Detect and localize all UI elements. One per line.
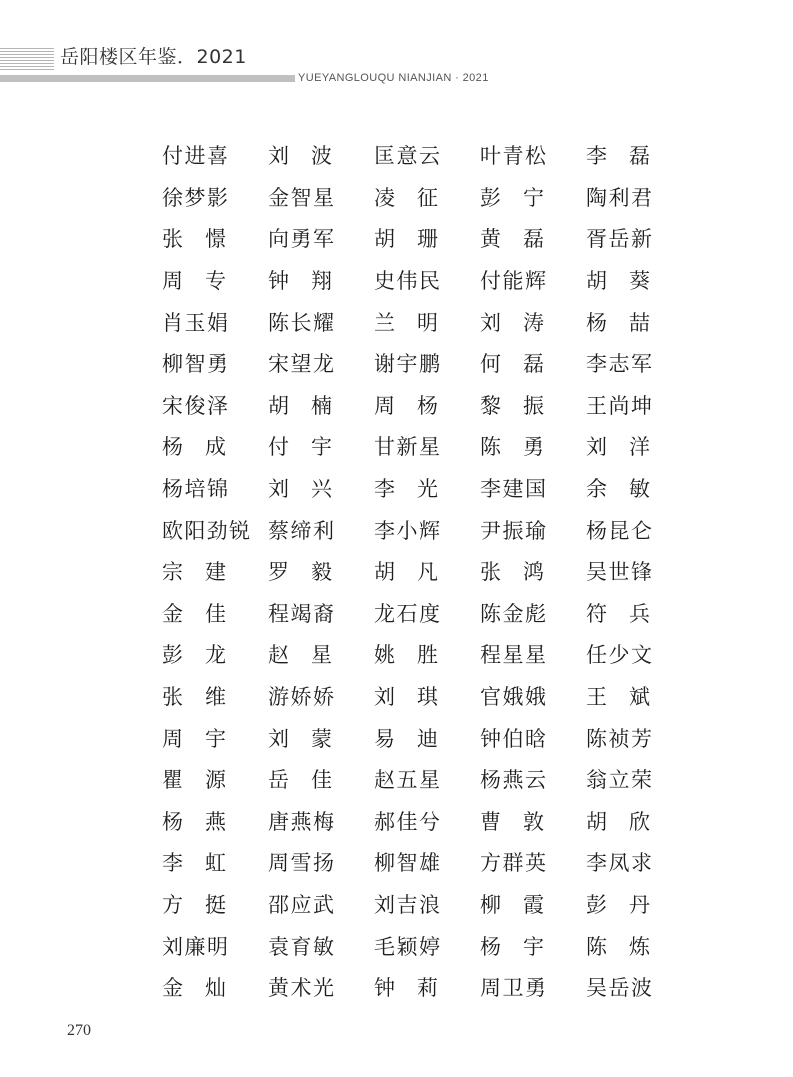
- person-name: 刘 蒙: [268, 726, 332, 751]
- name-cell: [162, 261, 268, 303]
- name-cell: [480, 760, 586, 802]
- person-name: 陈 勇: [480, 435, 544, 460]
- name-cell: [162, 594, 268, 636]
- person-name: 瞿 源: [162, 768, 226, 793]
- name-cell: [586, 760, 672, 802]
- name-cell: [480, 802, 586, 844]
- name-cell: [162, 510, 268, 552]
- person-name: 杨 燕 云: [480, 768, 546, 793]
- person-name: 陈 炼: [586, 934, 650, 959]
- name-cell: [586, 635, 672, 677]
- name-cell: [268, 510, 374, 552]
- name-cell: [268, 427, 374, 469]
- person-name: 官 娥 娥: [480, 685, 546, 710]
- person-name: 彭 宁: [480, 185, 544, 210]
- name-cell: [586, 926, 672, 968]
- name-cell: [268, 843, 374, 885]
- person-name: 赵 星: [268, 643, 332, 668]
- person-name: 郝 佳 兮: [374, 809, 440, 834]
- name-cell: [586, 885, 672, 927]
- name-cell: [374, 843, 480, 885]
- person-name: 匡 意 云: [374, 144, 440, 169]
- person-name: 刘 琪: [374, 685, 438, 710]
- name-cell: [374, 802, 480, 844]
- person-name: 胡 葵: [586, 269, 650, 294]
- name-cell: [586, 594, 672, 636]
- person-name: 陈 长 耀: [268, 310, 334, 335]
- name-cell: [374, 718, 480, 760]
- name-cell: [162, 219, 268, 261]
- person-name: 刘 吉 浪: [374, 892, 440, 917]
- name-cell: [374, 261, 480, 303]
- name-cell: [480, 677, 586, 719]
- person-name: 程 竭 裔: [268, 601, 334, 626]
- person-name: 叶 青 松: [480, 144, 546, 169]
- person-name: 欧 阳 劲 锐: [162, 518, 250, 543]
- person-name: 杨 燕: [162, 809, 226, 834]
- name-cell: [162, 677, 268, 719]
- name-cell: [268, 344, 374, 386]
- person-name: 周 雪 扬: [268, 851, 334, 876]
- name-cell: [586, 843, 672, 885]
- name-cell: [268, 178, 374, 220]
- name-cell: [268, 261, 374, 303]
- person-name: 蔡 缔 利: [268, 518, 334, 543]
- name-cell: [480, 510, 586, 552]
- name-list-grid: [162, 136, 672, 1009]
- person-name: 陶 利 君: [586, 185, 652, 210]
- name-cell: [480, 178, 586, 220]
- person-name: 周 专: [162, 269, 226, 294]
- person-name: 邵 应 武: [268, 892, 334, 917]
- person-name: 胡 凡: [374, 560, 438, 585]
- name-cell: [374, 926, 480, 968]
- person-name: 尹 振 瑜: [480, 518, 546, 543]
- name-cell: [162, 427, 268, 469]
- person-name: 吴 世 锋: [586, 560, 652, 585]
- name-cell: [268, 635, 374, 677]
- person-name: 肖 玉 娟: [162, 310, 228, 335]
- person-name: 李 虹: [162, 851, 226, 876]
- person-name: 张 维: [162, 685, 226, 710]
- person-name: 刘 兴: [268, 477, 332, 502]
- name-cell: [586, 302, 672, 344]
- header-stripe-ornament: [0, 48, 54, 72]
- person-name: 李 光: [374, 477, 438, 502]
- name-cell: [162, 802, 268, 844]
- person-name: 刘 波: [268, 144, 332, 169]
- name-cell: [268, 302, 374, 344]
- name-cell: [374, 344, 480, 386]
- name-cell: [162, 552, 268, 594]
- person-name: 曹 敦: [480, 809, 544, 834]
- person-name: 李 磊: [586, 144, 650, 169]
- person-name: 金 佳: [162, 601, 226, 626]
- name-cell: [162, 968, 268, 1010]
- person-name: 何 磊: [480, 352, 544, 377]
- name-cell: [480, 594, 586, 636]
- name-cell: [162, 344, 268, 386]
- name-cell: [480, 968, 586, 1010]
- person-name: 李 建 国: [480, 477, 546, 502]
- name-cell: [480, 302, 586, 344]
- person-name: 付 进 喜: [162, 144, 228, 169]
- name-cell: [374, 635, 480, 677]
- name-cell: [586, 178, 672, 220]
- name-cell: [480, 926, 586, 968]
- person-name: 向 勇 军: [268, 227, 334, 252]
- name-cell: [586, 386, 672, 428]
- name-cell: [586, 261, 672, 303]
- name-cell: [586, 510, 672, 552]
- person-name: 胡 楠: [268, 393, 332, 418]
- name-cell: [374, 885, 480, 927]
- name-cell: [374, 302, 480, 344]
- person-name: 罗 毅: [268, 560, 332, 585]
- name-cell: [374, 552, 480, 594]
- person-name: 陈 金 彪: [480, 601, 546, 626]
- name-cell: [162, 718, 268, 760]
- yearbook-title: 岳阳楼区年鉴．2021: [60, 46, 247, 68]
- yearbook-subtitle: YUEYANGLOUQU NIANJIAN · 2021: [298, 72, 489, 84]
- name-cell: [586, 968, 672, 1010]
- person-name: 胡 珊: [374, 227, 438, 252]
- person-name: 兰 明: [374, 310, 438, 335]
- person-name: 刘 廉 明: [162, 934, 228, 959]
- person-name: 翁 立 荣: [586, 768, 652, 793]
- person-name: 刘 涛: [480, 310, 544, 335]
- name-cell: [586, 677, 672, 719]
- name-cell: [480, 552, 586, 594]
- name-cell: [162, 136, 268, 178]
- person-name: 钟 伯 晗: [480, 726, 546, 751]
- name-cell: [268, 677, 374, 719]
- person-name: 钟 翔: [268, 269, 332, 294]
- person-name: 宗 建: [162, 560, 226, 585]
- person-name: 黄 术 光: [268, 976, 334, 1001]
- name-cell: [162, 885, 268, 927]
- person-name: 龙 石 度: [374, 601, 440, 626]
- name-cell: [480, 718, 586, 760]
- name-cell: [586, 344, 672, 386]
- name-cell: [162, 635, 268, 677]
- person-name: 史 伟 民: [374, 269, 440, 294]
- name-cell: [480, 469, 586, 511]
- name-cell: [374, 178, 480, 220]
- person-name: 易 迪: [374, 726, 438, 751]
- name-cell: [268, 885, 374, 927]
- name-cell: [268, 968, 374, 1010]
- person-name: 岳 佳: [268, 768, 332, 793]
- name-cell: [586, 427, 672, 469]
- person-name: 周 杨: [374, 393, 438, 418]
- person-name: 方 群 英: [480, 851, 546, 876]
- person-name: 张 鸿: [480, 560, 544, 585]
- name-cell: [480, 843, 586, 885]
- person-name: 徐 梦 影: [162, 185, 228, 210]
- person-name: 胡 欣: [586, 809, 650, 834]
- person-name: 黎 振: [480, 393, 544, 418]
- person-name: 陈 祯 芳: [586, 726, 652, 751]
- person-name: 杨 培 锦: [162, 477, 228, 502]
- name-cell: [268, 802, 374, 844]
- person-name: 王 尚 坤: [586, 393, 652, 418]
- person-name: 周 宇: [162, 726, 226, 751]
- person-name: 金 灿: [162, 976, 226, 1001]
- name-cell: [586, 219, 672, 261]
- name-cell: [162, 302, 268, 344]
- person-name: 谢 宇 鹏: [374, 352, 440, 377]
- name-cell: [268, 926, 374, 968]
- name-cell: [374, 469, 480, 511]
- name-cell: [162, 386, 268, 428]
- name-cell: [480, 386, 586, 428]
- name-cell: [586, 718, 672, 760]
- person-name: 宋 望 龙: [268, 352, 334, 377]
- name-cell: [268, 136, 374, 178]
- name-cell: [268, 760, 374, 802]
- person-name: 李 凤 求: [586, 851, 652, 876]
- name-cell: [162, 178, 268, 220]
- name-cell: [268, 469, 374, 511]
- person-name: 程 星 星: [480, 643, 546, 668]
- name-cell: [374, 427, 480, 469]
- person-name: 刘 洋: [586, 435, 650, 460]
- name-cell: [268, 718, 374, 760]
- person-name: 余 敏: [586, 477, 650, 502]
- name-cell: [480, 427, 586, 469]
- person-name: 周 卫 勇: [480, 976, 546, 1001]
- name-cell: [480, 344, 586, 386]
- person-name: 符 兵: [586, 601, 650, 626]
- person-name: 杨 成: [162, 435, 226, 460]
- person-name: 方 挺: [162, 892, 226, 917]
- person-name: 杨 昆 仑: [586, 518, 652, 543]
- name-cell: [480, 261, 586, 303]
- person-name: 甘 新 星: [374, 435, 440, 460]
- person-name: 姚 胜: [374, 643, 438, 668]
- person-name: 付 能 辉: [480, 269, 546, 294]
- name-cell: [162, 469, 268, 511]
- name-cell: [268, 386, 374, 428]
- name-cell: [374, 594, 480, 636]
- name-cell: [480, 635, 586, 677]
- person-name: 黄 磊: [480, 227, 544, 252]
- name-cell: [586, 469, 672, 511]
- page-number: 270: [67, 1022, 91, 1039]
- name-cell: [268, 594, 374, 636]
- person-name: 张 憬: [162, 227, 226, 252]
- person-name: 钟 莉: [374, 976, 438, 1001]
- name-cell: [586, 136, 672, 178]
- name-cell: [374, 510, 480, 552]
- person-name: 赵 五 星: [374, 768, 440, 793]
- name-cell: [162, 926, 268, 968]
- person-name: 宋 俊 泽: [162, 393, 228, 418]
- person-name: 柳 智 雄: [374, 851, 440, 876]
- person-name: 杨 宇: [480, 934, 544, 959]
- person-name: 李 志 军: [586, 352, 652, 377]
- name-cell: [374, 677, 480, 719]
- person-name: 柳 霞: [480, 892, 544, 917]
- name-cell: [374, 219, 480, 261]
- running-header: [0, 42, 793, 92]
- name-cell: [268, 552, 374, 594]
- person-name: 袁 育 敏: [268, 934, 334, 959]
- name-cell: [586, 552, 672, 594]
- person-name: 李 小 辉: [374, 518, 440, 543]
- person-name: 唐 燕 梅: [268, 809, 334, 834]
- person-name: 吴 岳 波: [586, 976, 652, 1001]
- name-cell: [374, 968, 480, 1010]
- name-cell: [268, 219, 374, 261]
- name-cell: [480, 136, 586, 178]
- name-cell: [374, 386, 480, 428]
- name-cell: [162, 760, 268, 802]
- person-name: 毛 颖 婷: [374, 934, 440, 959]
- name-cell: [480, 885, 586, 927]
- name-cell: [374, 136, 480, 178]
- person-name: 金 智 星: [268, 185, 334, 210]
- person-name: 凌 征: [374, 185, 438, 210]
- name-cell: [162, 843, 268, 885]
- person-name: 彭 龙: [162, 643, 226, 668]
- person-name: 付 宇: [268, 435, 332, 460]
- person-name: 杨 喆: [586, 310, 650, 335]
- person-name: 胥 岳 新: [586, 227, 652, 252]
- person-name: 游 娇 娇: [268, 685, 334, 710]
- person-name: 任 少 文: [586, 643, 652, 668]
- name-cell: [586, 802, 672, 844]
- person-name: 彭 丹: [586, 892, 650, 917]
- name-cell: [374, 760, 480, 802]
- name-cell: [480, 219, 586, 261]
- person-name: 柳 智 勇: [162, 352, 228, 377]
- person-name: 王 斌: [586, 685, 650, 710]
- header-rule-bar: [0, 75, 295, 82]
